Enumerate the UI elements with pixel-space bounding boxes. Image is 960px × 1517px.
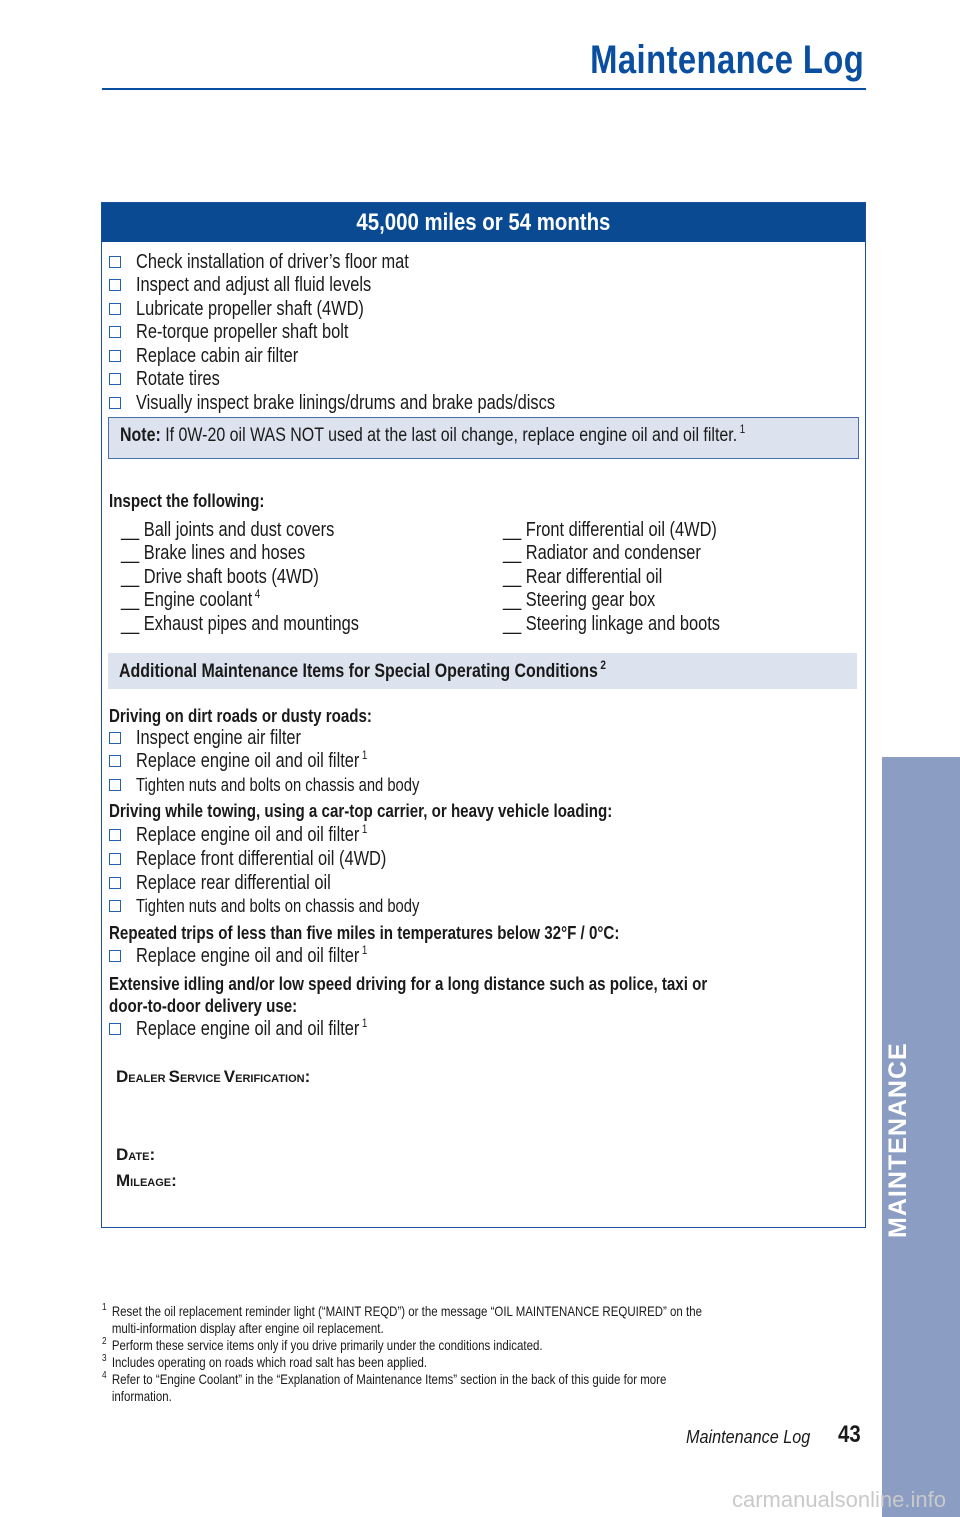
note-label: Note: — [120, 425, 161, 446]
date-label: DATE: — [116, 1145, 156, 1164]
title-divider — [102, 88, 866, 90]
footnote: 1 Reset the oil replacement reminder light (“MAINT REQD”) or the message “OIL MAINTENANCE REQUIRED” on the — [102, 1302, 702, 1319]
inspect-heading: Inspect the following: — [109, 491, 265, 511]
checkbox[interactable] — [109, 853, 121, 865]
inspect-item: __ Exhaust pipes and mountings — [121, 613, 359, 635]
inspect-item: __ Front differential oil (4WD) — [503, 519, 717, 541]
checkbox[interactable] — [109, 950, 121, 962]
footnote: 3 Includes operating on roads which road salt has been applied. — [102, 1353, 428, 1370]
checkbox[interactable] — [109, 1023, 121, 1035]
note-box — [108, 417, 859, 459]
footnote: multi-information display after engine oil replacement. — [111, 1320, 384, 1336]
note-text: If 0W-20 oil WAS NOT used at the last oil change, replace engine oil and oil filter. — [165, 425, 738, 446]
checkbox[interactable] — [109, 279, 121, 291]
condition-heading-towing: Driving while towing, using a car-top carrier, or heavy vehicle loading: — [109, 801, 613, 821]
inspect-item: __ Steering gear box — [503, 589, 656, 611]
inspect-item: __ Drive shaft boots (4WD) — [121, 566, 319, 588]
checkbox[interactable] — [109, 829, 121, 841]
checkbox[interactable] — [109, 256, 121, 268]
section-side-tab-label: MAINTENANCE — [884, 1042, 912, 1238]
inspect-item: __ Steering linkage and boots — [503, 613, 721, 635]
inspect-item: __ Ball joints and dust covers — [121, 519, 335, 541]
page-number: 43 — [838, 1421, 861, 1448]
footnote: information. — [111, 1388, 172, 1404]
footnotes — [102, 1303, 862, 1405]
additional-items-bar: Additional Maintenance Items for Special Operating Conditions $^2$ — [108, 653, 857, 689]
inspect-item: __ Rear differential oil — [503, 566, 663, 588]
condition-heading-short-trips: Repeated trips of less than five miles in temperatures below 32°F / 0°C: — [109, 923, 620, 943]
maintenance-log-box: 45,000 miles or 54 months Check installation of driver’s floor mat Inspect and adjust all fluid levels Lubricate propeller shaft (4WD) Re-torque propeller shaft bolt Replace cabin air filter Rotate tires Visually inspect brake linings/drums and brake pads/discs Note: If 0W-20 oil WAS NOT used at the last oil change, replace engine oil and oil filter. $^1$ Inspect the following: __ Ball joints and dust covers __ Brake lines and hoses __ Drive shaft boots (4WD) __ Engine coolant $^4$ __ Exhaust pipes and mountings __ Front differential oil (4WD) __ Radiator and condenser __ Rear differential oil __ Steering gear box __ Steering linkage and boots Additional Maintenance Items for Special Operating Conditions $^2$ Driving on dirt roads or dusty roads: Inspect engine air filter Replace engine oil and oil filter $^1$ Tighten nuts and bolts on chassis and body Driving while towing, using a car-top carrier, or heavy vehicle loading: Replace engine oil and oil filter $^1$ Replace front differential oil (4WD) Replace rear differential oil Tighten nuts and bolts on chassis and body Repeated trips of less than five miles in temperatures below 32°F / 0°C: Replace engine oil and oil filter $^1$ Extensive idling and/or low speed driving for a long distance such as police, taxi or door-to-door delivery use: Replace engine oil and oil filter $^1$ DEALER SERVICE VERIFICATION: DATE: MILEAGE: — [101, 202, 866, 1228]
footnote-ref: 1 — [739, 422, 746, 436]
checkbox[interactable] — [109, 877, 121, 889]
footnote-ref: 2 — [600, 658, 607, 672]
dealer-verification-label: DEALER SERVICE VERIFICATION: — [116, 1067, 311, 1086]
footer-label: Maintenance Log — [686, 1427, 811, 1447]
mileage-label: MILEAGE: — [116, 1171, 177, 1190]
footnote-ref: 4 — [254, 587, 261, 601]
condition-heading-idling: Extensive idling and/or low speed driving for a long distance such as police, taxi or — [109, 974, 708, 994]
inspect-item: __ Radiator and condenser — [503, 542, 701, 564]
checkbox[interactable] — [109, 397, 121, 409]
checkbox[interactable] — [109, 755, 121, 767]
condition-heading-idling-cont: door-to-door delivery use: — [109, 996, 298, 1016]
checkbox[interactable] — [109, 373, 121, 385]
checkbox[interactable] — [109, 326, 121, 338]
watermark: carmanualsonline.info — [731, 1487, 946, 1512]
footnote: 2 Perform these service items only if you drive primarily under the conditions indicated. — [102, 1336, 543, 1353]
checkbox[interactable] — [109, 779, 121, 791]
inspect-item: __ Brake lines and hoses — [121, 542, 306, 564]
interval-header: 45,000 miles or 54 months — [102, 203, 865, 242]
inspect-item: __ Engine coolant $^4$ — [121, 587, 261, 611]
checkbox[interactable] — [109, 303, 121, 315]
footnote: 4 Refer to “Engine Coolant” in the “Explanation of Maintenance Items” section in the back of this guide for more — [102, 1370, 667, 1387]
condition-heading-dirt: Driving on dirt roads or dusty roads: — [109, 706, 372, 726]
checkbox[interactable] — [109, 350, 121, 362]
checkbox[interactable] — [109, 732, 121, 744]
checkbox[interactable] — [109, 900, 121, 912]
page-title: Maintenance Log — [589, 38, 864, 82]
